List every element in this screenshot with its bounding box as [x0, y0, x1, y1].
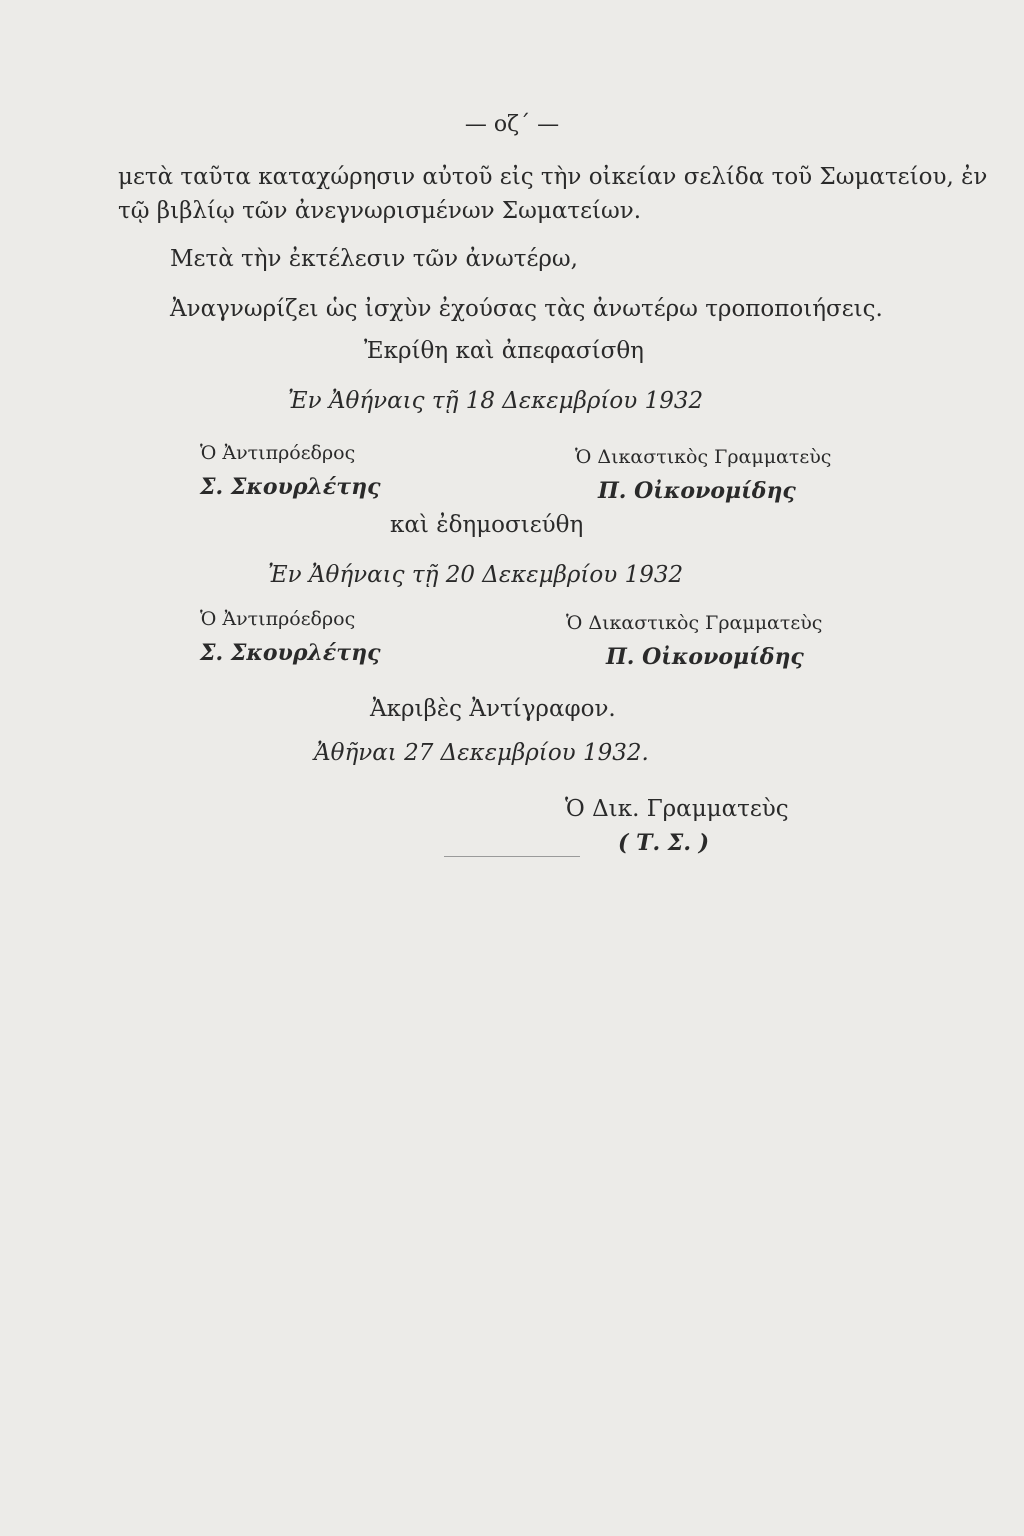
page-number: — οζ΄ — — [464, 112, 560, 137]
after-execution-line: Μετὰ τὴν ἐκτέλεσιν τῶν ἀνωτέρω, — [170, 246, 578, 272]
published-line: καὶ ἐδημοσιεύθη — [390, 512, 584, 538]
vice-president-title-2: Ὁ Ἀντιπρόεδρος — [200, 608, 356, 630]
decided-line: Ἐκρίθη καὶ ἀπεφασίσθη — [364, 338, 644, 364]
date-3: Ἀθῆναι 27 Δεκεμβρίου 1932. — [314, 740, 649, 766]
court-secretary-name-1: Π. Οἰκονομίδης — [598, 478, 796, 504]
exact-copy-line: Ἀκριβὲς Ἀντίγραφον. — [370, 696, 616, 722]
vice-president-name-1: Σ. Σκουρλέτης — [200, 474, 381, 500]
secretary-title: Ὁ Δικ. Γραμματεὺς — [565, 796, 789, 822]
vice-president-title-1: Ὁ Ἀντιπρόεδρος — [200, 442, 356, 464]
vice-president-name-2: Σ. Σκουρλέτης — [200, 640, 381, 666]
court-secretary-name-2: Π. Οἰκονομίδης — [606, 644, 804, 670]
court-secretary-title-2: Ὁ Δικαστικὸς Γραμματεὺς — [566, 612, 823, 634]
secretary-initials: ( Τ. Σ. ) — [618, 830, 710, 856]
court-secretary-title-1: Ὁ Δικαστικὸς Γραμματεὺς — [575, 446, 832, 468]
bottom-divider — [444, 856, 580, 857]
date-2: Ἐν Ἀθήναις τῇ 20 Δεκεμβρίου 1932 — [268, 562, 684, 588]
recognizes-line: Ἀναγνωρίζει ὡς ἰσχὺν ἐχούσας τὰς ἀνωτέρω τροποποιήσεις. — [170, 296, 883, 322]
paragraph-line-1: μετὰ ταῦτα καταχώρησιν αὐτοῦ εἰς τὴν οἰκείαν σελίδα τοῦ Σωματείου, ἐν — [118, 164, 988, 190]
date-1: Ἐν Ἀθήναις τῇ 18 Δεκεμβρίου 1932 — [288, 388, 704, 414]
paragraph-line-2: τῷ βιβλίῳ τῶν ἀνεγνωρισμένων Σωματείων. — [118, 198, 642, 224]
